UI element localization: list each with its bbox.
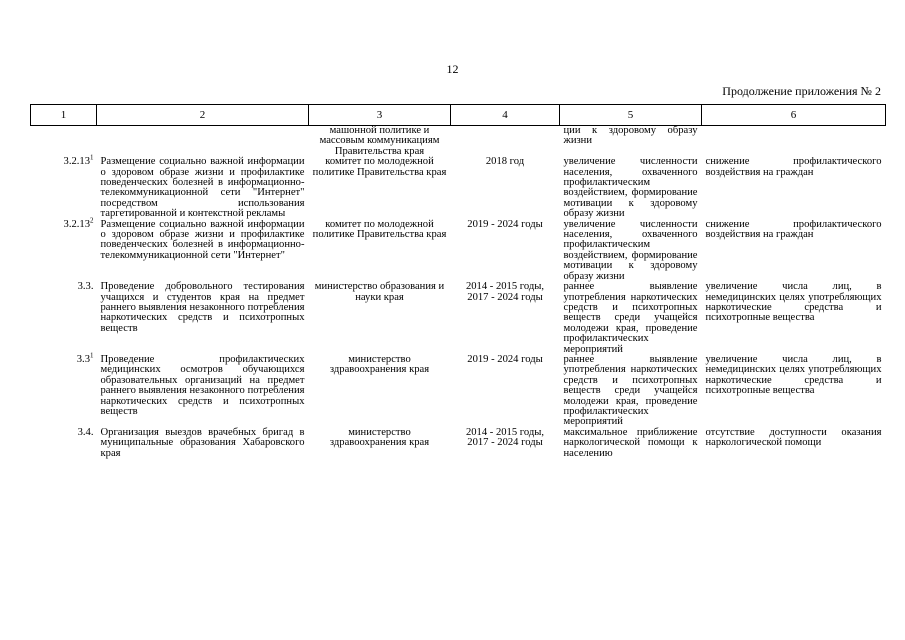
- continued-row: [31, 126, 886, 158]
- cell-measure: Проведение профилактических медицинских осмотров обучающихся образовательных организаций на предмет раннего выявления незаконного потребления наркотических средств и психотропных веществ: [100, 353, 305, 417]
- cell-term: 2019 - 2024 годы: [467, 218, 543, 230]
- cell-consequence: [702, 126, 886, 158]
- cell-measure: Размещение социально важной информации о здоровом образе жизни и профилактике поведенческих болезней в информационно-телекоммуникационной сети "Интернет": [100, 218, 305, 261]
- cell-num: [31, 126, 97, 158]
- cell-consequence: увеличение числа лиц, в немедицинских целях употребляющих наркотические средства и психотропные вещества: [705, 353, 882, 397]
- cell-result: раннее выявление употребления наркотических средств и психотропных веществ среди учащейся молодежи края, проведение профилактических мероприятий: [563, 281, 698, 355]
- continuation-caption: Продолжение приложения № 2: [722, 84, 881, 98]
- cell-measure: [97, 126, 309, 158]
- cell-result: ции к здоровому образу жизни: [563, 125, 698, 147]
- cell-num: $3.3^1$: [76, 351, 94, 365]
- cell-consequence: снижение профилактического воздействия на граждан: [705, 156, 882, 178]
- cell-consequence: снижение профилактического воздействия на граждан: [705, 218, 882, 241]
- table-row: [31, 282, 886, 355]
- cell-num: 3.3.: [77, 281, 94, 293]
- cell-executor: министерство здравоохранения края: [329, 426, 430, 449]
- cell-num: 3.2.13$^1$: [63, 153, 94, 168]
- cell-executor: машонной политике и массовым коммуникациям Правительства края: [319, 125, 440, 157]
- cell-measure: Проведение добровольного тестирования учащихся и студентов края на предмет раннего выявления незаконного потребления наркотических средств и психотропных веществ: [100, 281, 305, 334]
- cell-result: увеличение численности населения, охваченного профилактическим воздействием, формирование мотивации к здоровому образу жизни: [563, 156, 698, 220]
- cell-result: увеличение численности населения, охваченного профилактическим воздействием, формирование мотивации к здоровому образу жизни: [563, 218, 698, 282]
- cell-measure: Организация выездов врачебных бригад в муниципальные образования Хабаровского края: [100, 426, 305, 459]
- cell-num: 3.2.13$^2$: [63, 216, 94, 230]
- table-row: [31, 428, 886, 459]
- cell-executor: министерство образования и науки края: [314, 281, 445, 303]
- cell-executor: комитет по молодежной политике Правительства края: [312, 218, 447, 241]
- cell-result: раннее выявление употребления наркотических средств и психотропных веществ среди учащейся молодежи края, проведение профилактических мероприятий: [563, 353, 698, 428]
- cell-term: 2018 год: [485, 156, 525, 168]
- cell-term: [451, 126, 560, 158]
- cell-num: 3.4.: [77, 426, 94, 438]
- cell-term: 2014 - 2015 годы, 2017 - 2024 годы: [465, 426, 545, 449]
- table-row: [31, 355, 886, 428]
- cell-term: 2019 - 2024 годы: [467, 353, 543, 365]
- cell-result: максимальное приближение наркологической помощи к населению: [563, 426, 698, 459]
- table-row: [31, 157, 886, 219]
- cell-consequence: отсутствие доступности оказания наркологической помощи: [705, 426, 882, 449]
- column-header-5: 5: [560, 105, 702, 126]
- column-header-6: 6: [702, 105, 886, 126]
- cell-term: 2014 - 2015 годы, 2017 - 2024 годы: [465, 281, 545, 303]
- column-header-3: 3: [309, 105, 451, 126]
- cell-measure: Размещение социально важной информации о здоровом образе жизни и профилактике поведенческих болезней в информационно-телекоммуникационной сети "Интернет" посредством использования таргетированной и контекстной рекламы: [100, 156, 305, 220]
- table-row: [31, 220, 886, 282]
- header-row: [31, 105, 886, 126]
- column-header-1: 1: [31, 105, 97, 126]
- cell-consequence: увеличение числа лиц, в немедицинских целях употребляющих наркотические средства и психотропные вещества: [705, 281, 882, 324]
- cell-executor: комитет по молодежной политике Правительства края: [312, 156, 447, 178]
- column-header-2: 2: [97, 105, 309, 126]
- column-header-4: 4: [451, 105, 560, 126]
- cell-executor: министерство здравоохранения края: [329, 353, 430, 376]
- page-number: 12: [446, 62, 459, 76]
- measures-table: [30, 104, 886, 459]
